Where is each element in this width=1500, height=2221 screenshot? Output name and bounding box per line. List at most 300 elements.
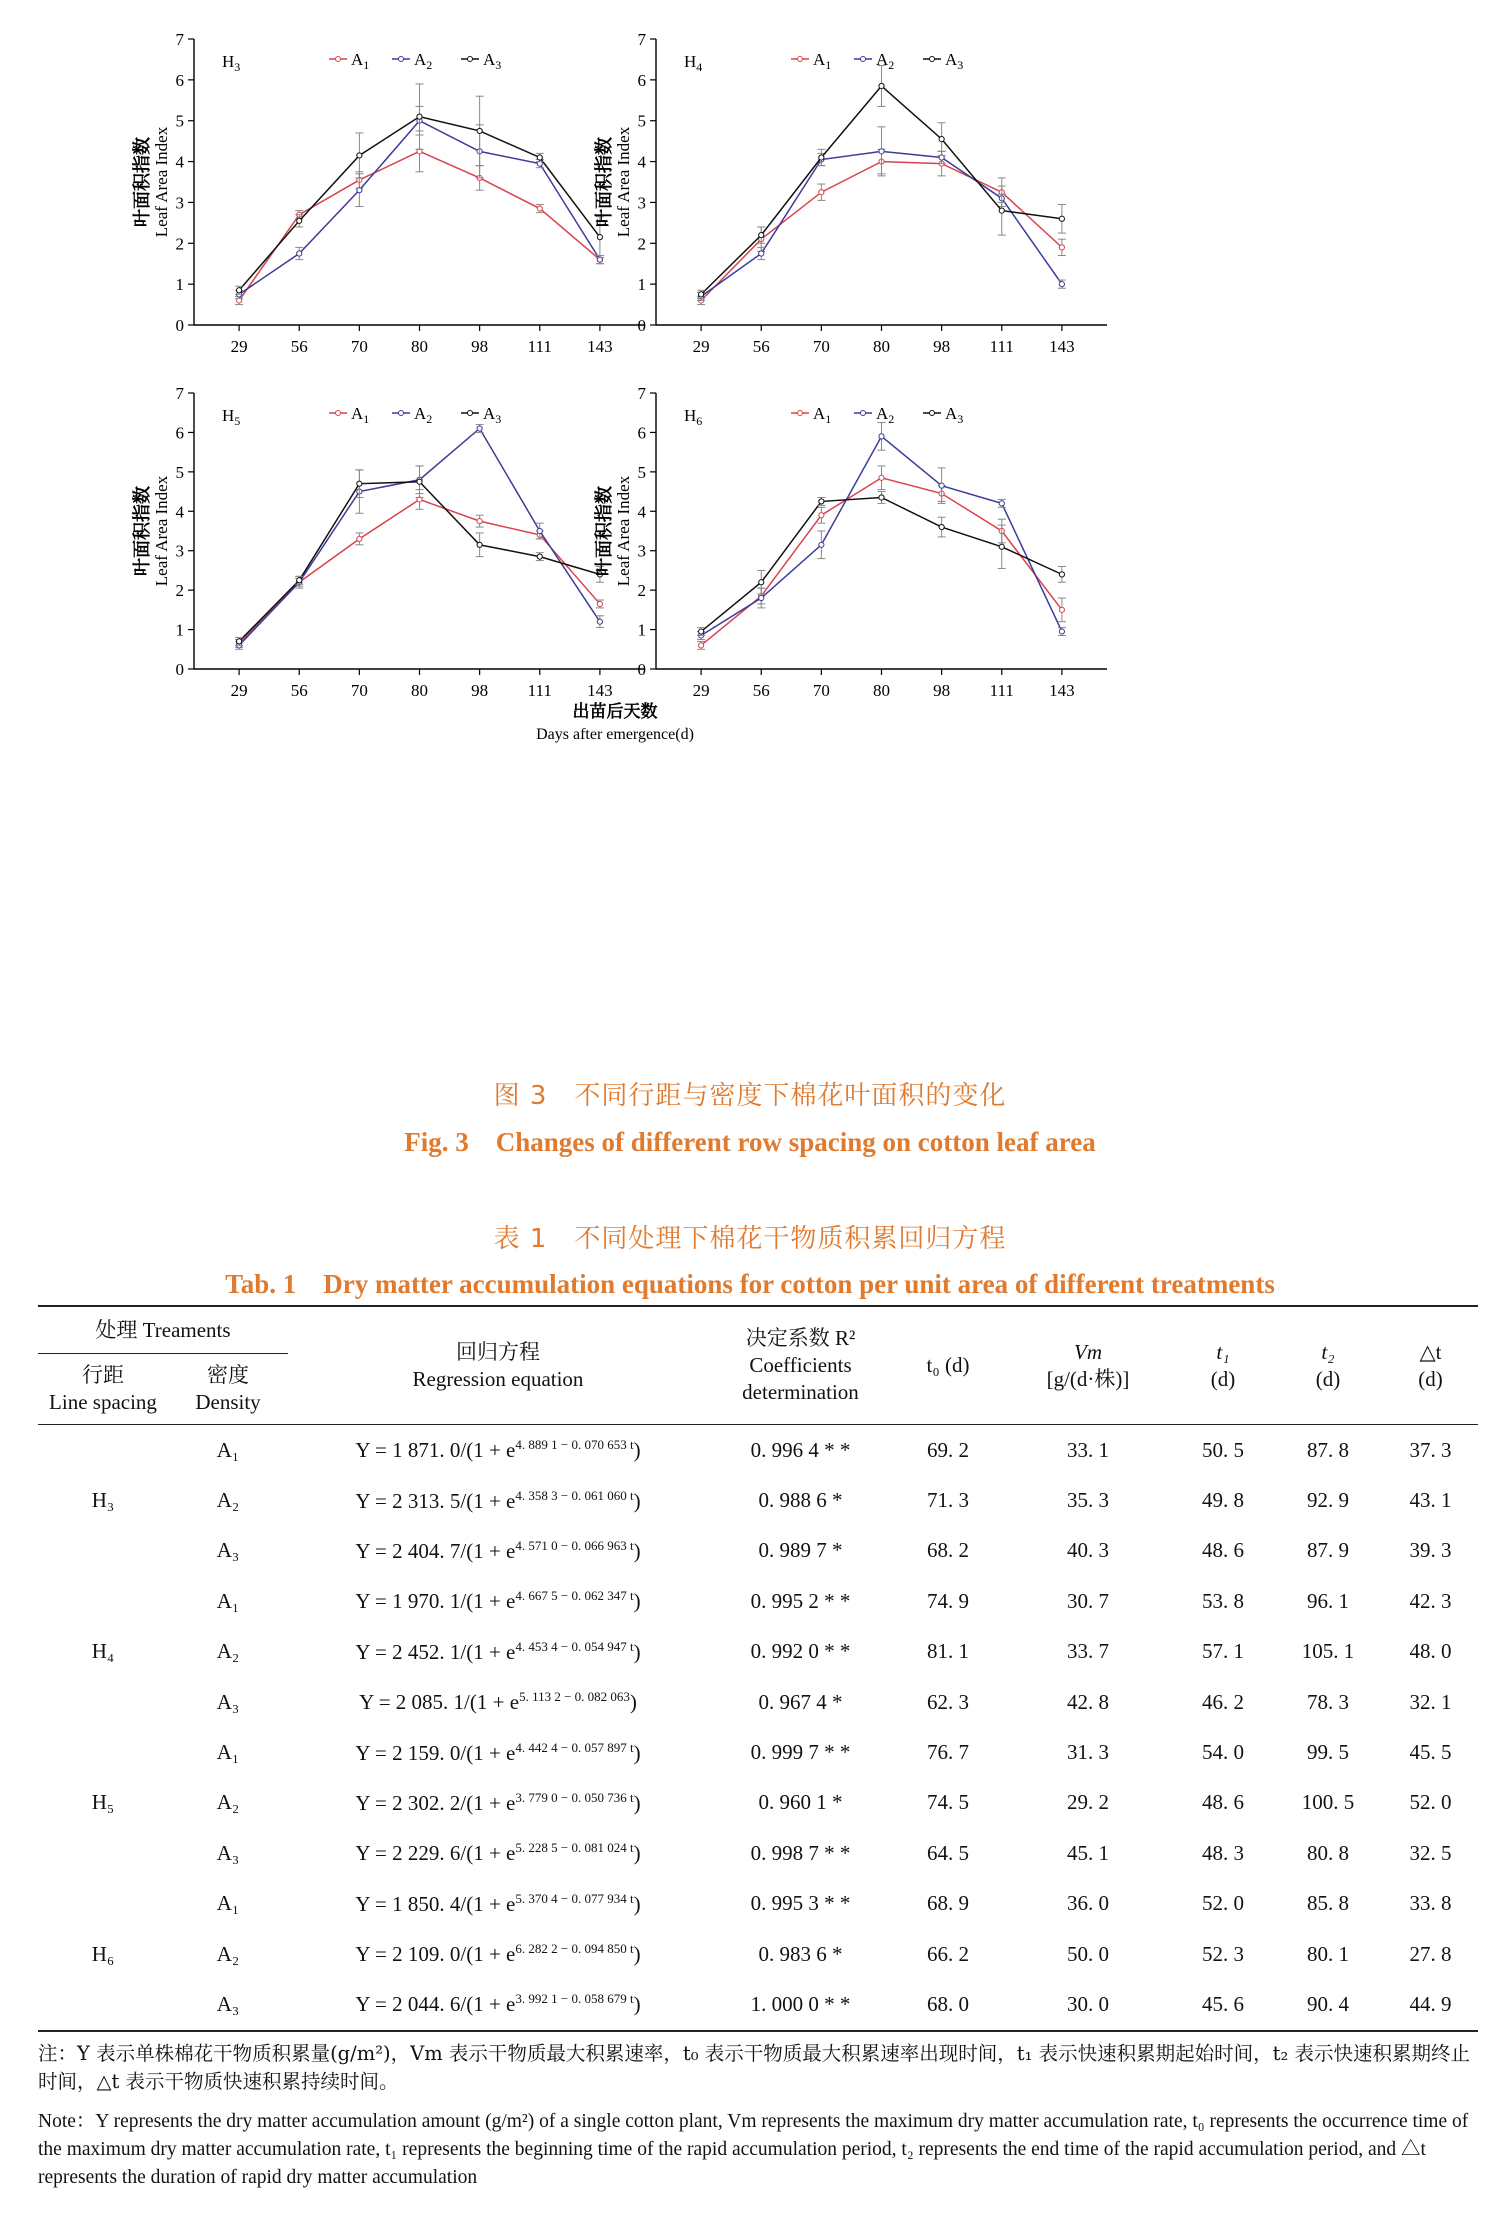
cell-r2: 0. 992 0 * * bbox=[750, 1639, 851, 1664]
data-point bbox=[357, 153, 362, 158]
legend-label: $A_1$ bbox=[813, 404, 832, 426]
series-line-a2 bbox=[239, 428, 600, 645]
legend-marker bbox=[861, 57, 866, 62]
panel-label: $H_3$ bbox=[222, 52, 241, 74]
panel-label-sub: 6 bbox=[696, 414, 703, 428]
header-r2-en2: determination bbox=[742, 1380, 859, 1404]
data-point bbox=[999, 501, 1004, 506]
legend-label-sub: 1 bbox=[825, 412, 832, 426]
cell-t1: 52. 3 bbox=[1202, 1941, 1244, 1966]
cell-line-spacing: H₃ bbox=[91, 1488, 115, 1513]
cell-dt: 27. 8 bbox=[1409, 1941, 1452, 1966]
series-line-a1 bbox=[239, 499, 600, 643]
y-tick-label: 6 bbox=[637, 423, 646, 443]
y-tick-label: 3 bbox=[175, 193, 184, 213]
panel-label: $H_6$ bbox=[684, 406, 703, 428]
cell-t2: 80. 8 bbox=[1307, 1840, 1349, 1865]
cell-equation bbox=[288, 1677, 708, 1727]
cell-t2: 78. 3 bbox=[1307, 1689, 1349, 1714]
data-point bbox=[537, 528, 542, 533]
data-point bbox=[1059, 629, 1064, 634]
header-density bbox=[168, 1354, 288, 1425]
chart-panel-h3 bbox=[131, 30, 645, 356]
cell-dt: 48. 0 bbox=[1409, 1639, 1452, 1664]
cell-density: A₂ bbox=[216, 1639, 240, 1664]
cell-density: A₁ bbox=[216, 1740, 240, 1765]
cell-line-spacing: H₆ bbox=[91, 1941, 115, 1966]
header-dt-label: △t bbox=[1419, 1339, 1442, 1364]
cell-dt: 42. 3 bbox=[1409, 1588, 1452, 1613]
header-line-spacing bbox=[38, 1354, 168, 1425]
cell-r2: 0. 988 6 * bbox=[758, 1488, 843, 1513]
data-point bbox=[597, 619, 602, 624]
y-tick-label: 7 bbox=[175, 384, 184, 403]
x-tick-label: 98 bbox=[933, 681, 951, 700]
cell-equation bbox=[288, 1576, 708, 1626]
data-point bbox=[759, 580, 764, 585]
data-point bbox=[237, 639, 242, 644]
table-row bbox=[38, 1828, 1478, 1878]
data-point bbox=[477, 128, 482, 133]
header-dt bbox=[1383, 1306, 1478, 1425]
equation-body: Y = 1 871. 0/(1 + e bbox=[355, 1438, 516, 1463]
table-note-cn: 注：Y 表示单株棉花干物质积累量(g/m²)，Vm 表示干物质最大积累速率，t₀ 表示干物质最大积累速率出现时间，t₁ 表示快速积累期起始时间，t₂ 表示快速积累期终止时间，△t 表示干物质快速积累持续时间。 bbox=[38, 2042, 1470, 2093]
data-point bbox=[1059, 572, 1064, 577]
x-tick-label: 143 bbox=[1049, 337, 1075, 356]
data-point bbox=[939, 483, 944, 488]
x-tick-label: 80 bbox=[411, 681, 428, 700]
equation-body: Y = 1 970. 1/(1 + e bbox=[355, 1589, 516, 1614]
cell-vm: 35. 3 bbox=[1067, 1488, 1109, 1513]
header-vm bbox=[1003, 1306, 1173, 1425]
y-tick-label: 1 bbox=[637, 620, 646, 640]
legend-label-sub: 3 bbox=[957, 58, 964, 72]
cell-vm: 33. 1 bbox=[1067, 1437, 1109, 1462]
equation-body: Y = 2 159. 0/(1 + e bbox=[355, 1740, 516, 1765]
header-vm-label: Vm bbox=[1074, 1339, 1102, 1364]
data-point bbox=[939, 137, 944, 142]
y-tick-label: 5 bbox=[637, 111, 646, 131]
cell-dt: 33. 8 bbox=[1409, 1891, 1452, 1916]
cell-t1: 45. 6 bbox=[1202, 1991, 1244, 2016]
panel-label-sub: 3 bbox=[234, 60, 241, 74]
table-row bbox=[38, 1727, 1478, 1777]
header-dens-cn: 密度 bbox=[207, 1363, 249, 1387]
chart-panel-h5 bbox=[131, 384, 645, 700]
x-tick-label: 29 bbox=[230, 337, 248, 356]
legend-label: $A_1$ bbox=[813, 50, 832, 72]
cell-t0: 74. 5 bbox=[927, 1790, 969, 1815]
data-point bbox=[477, 519, 482, 524]
data-point bbox=[357, 188, 362, 193]
legend-label-sub: 2 bbox=[426, 58, 433, 72]
equation-body: Y = 2 109. 0/(1 + e bbox=[355, 1942, 516, 1967]
legend-label-sub: 2 bbox=[888, 412, 895, 426]
y-tick-label: 2 bbox=[637, 581, 646, 601]
cell-line-spacing: H₅ bbox=[91, 1790, 115, 1815]
cell-t2: 92. 9 bbox=[1307, 1488, 1349, 1513]
data-point bbox=[417, 114, 422, 119]
equation-end: ) bbox=[633, 1438, 641, 1463]
x-tick-label: 29 bbox=[692, 681, 710, 700]
chart-panel-h4 bbox=[593, 30, 1107, 356]
y-tick-label: 1 bbox=[175, 620, 184, 640]
x-tick-label: 56 bbox=[752, 681, 770, 700]
cell-t2: 80. 1 bbox=[1307, 1941, 1349, 1966]
table-row bbox=[38, 1879, 1478, 1929]
table-row bbox=[38, 1526, 1478, 1576]
cell-r2: 0. 999 7 * * bbox=[750, 1740, 851, 1765]
data-point bbox=[477, 542, 482, 547]
y-tick-label: 3 bbox=[637, 193, 646, 213]
header-r2-en1: Coefficients bbox=[749, 1353, 852, 1377]
panel-label-sub: 5 bbox=[234, 414, 241, 428]
y-tick-label: 5 bbox=[175, 462, 184, 482]
cell-dt: 32. 5 bbox=[1409, 1840, 1452, 1865]
equation-end: ) bbox=[633, 1639, 641, 1664]
equation-exponent: 5. 228 5 − 0. 081 024 t bbox=[515, 1840, 634, 1856]
legend-marker bbox=[798, 57, 803, 62]
equation-end: ) bbox=[633, 1992, 641, 2017]
data-point bbox=[879, 149, 884, 154]
data-point bbox=[297, 251, 302, 256]
header-t1-unit: (d) bbox=[1210, 1366, 1236, 1391]
cell-dt: 43. 1 bbox=[1409, 1488, 1452, 1513]
y-tick-label: 7 bbox=[637, 30, 646, 49]
figure-caption-cn: 图 3 不同行距与密度下棉花叶面积的变化 bbox=[493, 1081, 1007, 1111]
data-point bbox=[537, 554, 542, 559]
legend-label: $A_3$ bbox=[483, 50, 502, 72]
cell-t0: 81. 1 bbox=[927, 1639, 969, 1664]
cell-dt: 37. 3 bbox=[1409, 1437, 1452, 1462]
cell-equation bbox=[288, 1425, 708, 1476]
data-point bbox=[939, 524, 944, 529]
equation-exponent: 5. 370 4 − 0. 077 934 t bbox=[515, 1890, 634, 1906]
cell-vm: 45. 1 bbox=[1067, 1840, 1109, 1865]
x-tick-label: 111 bbox=[527, 681, 552, 700]
data-point bbox=[477, 426, 482, 431]
table-row bbox=[38, 1576, 1478, 1626]
y-axis-title-en: Leaf Area Index bbox=[614, 475, 633, 587]
cell-vm: 29. 2 bbox=[1067, 1790, 1109, 1815]
y-axis-title-cn: 叶面积指数 bbox=[132, 486, 152, 576]
legend-label: $A_3$ bbox=[945, 50, 964, 72]
cell-equation bbox=[288, 1475, 708, 1525]
x-tick-label: 29 bbox=[230, 681, 248, 700]
x-axis-title-en: Days after emergence(d) bbox=[536, 726, 694, 743]
cell-equation bbox=[288, 1828, 708, 1878]
cell-dt: 44. 9 bbox=[1409, 1991, 1452, 2016]
legend-marker bbox=[930, 57, 935, 62]
header-line-en: Line spacing bbox=[49, 1390, 157, 1414]
cell-equation bbox=[288, 1778, 708, 1828]
data-point bbox=[357, 481, 362, 486]
cell-r2: 0. 960 1 * bbox=[758, 1790, 843, 1815]
data-point bbox=[819, 499, 824, 504]
legend-label: $A_3$ bbox=[483, 404, 502, 426]
cell-t0: 74. 9 bbox=[927, 1588, 969, 1613]
legend-marker bbox=[336, 57, 341, 62]
cell-density: A₁ bbox=[216, 1437, 240, 1462]
x-tick-label: 70 bbox=[350, 681, 368, 700]
cell-t0: 68. 2 bbox=[927, 1538, 969, 1563]
header-t2-label: t₂ bbox=[1321, 1339, 1335, 1364]
table-row bbox=[38, 1778, 1478, 1828]
y-tick-label: 5 bbox=[175, 111, 184, 131]
cell-r2: 0. 996 4 * * bbox=[750, 1437, 851, 1462]
x-tick-label: 111 bbox=[989, 337, 1014, 356]
y-tick-label: 3 bbox=[175, 541, 184, 561]
data-point bbox=[699, 292, 704, 297]
cell-t1: 48. 3 bbox=[1202, 1840, 1244, 1865]
y-tick-label: 4 bbox=[637, 152, 646, 172]
equation-body: Y = 2 229. 6/(1 + e bbox=[355, 1841, 516, 1866]
data-point bbox=[597, 601, 602, 606]
cell-t0: 76. 7 bbox=[927, 1740, 969, 1765]
x-tick-label: 70 bbox=[812, 337, 830, 356]
x-tick-label: 143 bbox=[587, 681, 613, 700]
cell-t1: 52. 0 bbox=[1202, 1891, 1244, 1916]
table-caption-en: Tab. 1 Dry matter accumulation equations for cotton per unit area of different treatments bbox=[225, 1269, 1275, 1299]
equation-end: ) bbox=[633, 1488, 641, 1513]
cell-vm: 36. 0 bbox=[1067, 1891, 1109, 1916]
header-t1-label: t₁ bbox=[1216, 1339, 1230, 1364]
y-tick-label: 2 bbox=[175, 234, 184, 254]
data-point bbox=[1059, 282, 1064, 287]
cell-vm: 42. 8 bbox=[1067, 1689, 1109, 1714]
table-caption-cn: 表 1 不同处理下棉花干物质积累回归方程 bbox=[493, 1224, 1007, 1254]
x-tick-label: 56 bbox=[290, 681, 308, 700]
x-tick-label: 29 bbox=[692, 337, 710, 356]
legend-marker bbox=[861, 411, 866, 416]
legend-label: $A_1$ bbox=[351, 50, 370, 72]
data-point bbox=[357, 536, 362, 541]
cell-t2: 87. 9 bbox=[1307, 1538, 1349, 1563]
equation-end: ) bbox=[633, 1538, 641, 1563]
equation-end: ) bbox=[629, 1690, 637, 1715]
cell-density: A₃ bbox=[216, 1840, 240, 1865]
data-point bbox=[1059, 607, 1064, 612]
cell-t1: 54. 0 bbox=[1202, 1740, 1244, 1765]
data-point bbox=[759, 595, 764, 600]
cell-line-spacing: H₄ bbox=[91, 1639, 115, 1664]
cell-t0: 68. 0 bbox=[927, 1991, 969, 2016]
data-point bbox=[297, 218, 302, 223]
cell-equation bbox=[288, 1979, 708, 2030]
y-tick-label: 1 bbox=[637, 275, 646, 295]
data-point bbox=[879, 475, 884, 480]
equation-exponent: 6. 282 2 − 0. 094 850 t bbox=[515, 1941, 634, 1957]
equation-end: ) bbox=[633, 1589, 641, 1614]
equation-end: ) bbox=[633, 1790, 641, 1815]
cell-t1: 46. 2 bbox=[1202, 1689, 1244, 1714]
y-tick-label: 0 bbox=[175, 660, 184, 679]
cell-t1: 53. 8 bbox=[1202, 1588, 1244, 1613]
series-line-a1 bbox=[701, 162, 1062, 301]
table-body bbox=[38, 1425, 1478, 2031]
cell-t1: 50. 5 bbox=[1202, 1437, 1244, 1462]
equation-body: Y = 2 302. 2/(1 + e bbox=[355, 1790, 516, 1815]
data-point bbox=[1059, 216, 1064, 221]
y-tick-label: 7 bbox=[637, 384, 646, 403]
x-tick-label: 70 bbox=[812, 681, 830, 700]
equation-exponent: 4. 442 4 − 0. 057 897 t bbox=[515, 1739, 634, 1755]
cell-t2: 85. 8 bbox=[1307, 1891, 1349, 1916]
leaf-area-figure bbox=[132, 25, 1380, 1080]
header-t2-unit: (d) bbox=[1315, 1366, 1341, 1391]
data-point bbox=[759, 233, 764, 238]
y-axis-title-cn: 叶面积指数 bbox=[594, 486, 614, 576]
y-tick-label: 3 bbox=[637, 541, 646, 561]
data-point bbox=[1059, 245, 1064, 250]
y-tick-label: 6 bbox=[637, 70, 646, 90]
data-point bbox=[699, 643, 704, 648]
cell-density: A₂ bbox=[216, 1790, 240, 1815]
legend-label-sub: 2 bbox=[426, 412, 433, 426]
cell-equation bbox=[288, 1879, 708, 1929]
panel-label-sub: 4 bbox=[696, 60, 703, 74]
y-tick-label: 4 bbox=[175, 152, 184, 172]
x-tick-label: 98 bbox=[933, 337, 951, 356]
cell-t0: 69. 2 bbox=[927, 1437, 969, 1462]
equation-exponent: 3. 992 1 − 0. 058 679 t bbox=[515, 1991, 634, 2007]
leaf-area-charts bbox=[132, 25, 1380, 1080]
equation-body: Y = 2 452. 1/(1 + e bbox=[355, 1639, 516, 1664]
header-treatments: 处理 Treaments bbox=[38, 1306, 288, 1354]
x-tick-label: 98 bbox=[471, 681, 489, 700]
equation-exponent: 4. 667 5 − 0. 062 347 t bbox=[515, 1588, 634, 1604]
data-point bbox=[597, 235, 602, 240]
x-tick-label: 80 bbox=[411, 337, 428, 356]
equation-end: ) bbox=[633, 1841, 641, 1866]
legend-marker bbox=[798, 411, 803, 416]
y-tick-label: 2 bbox=[637, 234, 646, 254]
data-point bbox=[417, 479, 422, 484]
cell-density: A₃ bbox=[216, 1538, 240, 1563]
panel-label: $H_5$ bbox=[222, 406, 241, 428]
x-tick-label: 56 bbox=[752, 337, 770, 356]
cell-t2: 96. 1 bbox=[1307, 1588, 1349, 1613]
header-t0: t₀ (d) bbox=[926, 1353, 970, 1377]
legend-label-sub: 1 bbox=[363, 58, 370, 72]
legend-label: $A_2$ bbox=[876, 50, 895, 72]
table-note-en: Note：Y represents the dry matter accumulation amount (g/m²) of a single cotton plant, Vm represents the maximum dry matter accumulation rate, t₀ represents the occurrence time of the maximum dry matter accumulation rate, t₁ represents the beginning time of the rapid accumulation period, t₂ represents the end time of the rapid accumulation period, and △t represents the duration of rapid dry matter accumulation bbox=[38, 2111, 1469, 2188]
cell-t1: 49. 8 bbox=[1202, 1488, 1244, 1513]
equation-body: Y = 2 085. 1/(1 + e bbox=[359, 1690, 520, 1715]
figure-caption-en: Fig. 3 Changes of different row spacing on cotton leaf area bbox=[404, 1127, 1096, 1157]
cell-r2: 0. 989 7 * bbox=[758, 1538, 843, 1563]
equation-exponent: 4. 453 4 − 0. 054 947 t bbox=[515, 1638, 634, 1654]
cell-t0: 66. 2 bbox=[927, 1941, 969, 1966]
cell-dt: 52. 0 bbox=[1409, 1790, 1452, 1815]
cell-density: A₂ bbox=[216, 1941, 240, 1966]
data-point bbox=[879, 83, 884, 88]
header-equation bbox=[288, 1306, 708, 1425]
cell-vm: 30. 0 bbox=[1067, 1991, 1109, 2016]
y-axis-title-en: Leaf Area Index bbox=[152, 126, 171, 238]
cell-t2: 90. 4 bbox=[1307, 1991, 1349, 2016]
cell-dt: 45. 5 bbox=[1409, 1740, 1452, 1765]
y-tick-label: 6 bbox=[175, 70, 184, 90]
equation-body: Y = 2 404. 7/(1 + e bbox=[355, 1538, 516, 1563]
regression-table-wrap bbox=[38, 1305, 1478, 2032]
equation-end: ) bbox=[633, 1942, 641, 1967]
x-tick-label: 111 bbox=[989, 681, 1014, 700]
table-row bbox=[38, 1425, 1478, 1476]
equation-exponent: 4. 571 0 − 0. 066 963 t bbox=[515, 1537, 634, 1553]
header-t2 bbox=[1273, 1306, 1383, 1425]
cell-vm: 30. 7 bbox=[1067, 1588, 1109, 1613]
y-axis-title-cn: 叶面积指数 bbox=[594, 137, 614, 227]
cell-t1: 57. 1 bbox=[1202, 1639, 1244, 1664]
cell-equation bbox=[288, 1727, 708, 1777]
data-point bbox=[297, 578, 302, 583]
cell-density: A₂ bbox=[216, 1488, 240, 1513]
cell-density: A₃ bbox=[216, 1689, 240, 1714]
panel-label: $H_4$ bbox=[684, 52, 703, 74]
y-tick-label: 0 bbox=[637, 660, 646, 679]
header-dt-unit: (d) bbox=[1418, 1366, 1443, 1391]
data-point bbox=[819, 190, 824, 195]
y-tick-label: 4 bbox=[175, 502, 184, 522]
y-tick-label: 6 bbox=[175, 423, 184, 443]
table-row bbox=[38, 1475, 1478, 1525]
cell-r2: 1. 000 0 * * bbox=[750, 1991, 851, 2016]
legend-label-sub: 3 bbox=[957, 412, 964, 426]
cell-t0: 68. 9 bbox=[927, 1891, 969, 1916]
legend-marker bbox=[468, 411, 473, 416]
legend-label-sub: 2 bbox=[888, 58, 895, 72]
legend-marker bbox=[399, 57, 404, 62]
chart-panel-h6 bbox=[593, 384, 1107, 700]
header-r2 bbox=[708, 1306, 893, 1425]
header-t1 bbox=[1173, 1306, 1273, 1425]
equation-exponent: 4. 358 3 − 0. 061 060 t bbox=[515, 1487, 634, 1503]
legend-label: $A_1$ bbox=[351, 404, 370, 426]
cell-equation bbox=[288, 1627, 708, 1677]
cell-r2: 0. 983 6 * bbox=[758, 1941, 843, 1966]
legend-label-sub: 3 bbox=[495, 58, 502, 72]
x-tick-label: 80 bbox=[873, 337, 890, 356]
data-point bbox=[879, 434, 884, 439]
cell-r2: 0. 967 4 * bbox=[758, 1689, 843, 1714]
cell-dt: 39. 3 bbox=[1409, 1538, 1452, 1563]
legend-label-sub: 3 bbox=[495, 412, 502, 426]
cell-dt: 32. 1 bbox=[1409, 1689, 1452, 1714]
legend-label-sub: 1 bbox=[363, 412, 370, 426]
x-tick-label: 80 bbox=[873, 681, 890, 700]
equation-exponent: 3. 779 0 − 0. 050 736 t bbox=[515, 1789, 634, 1805]
legend-label-sub: 1 bbox=[825, 58, 832, 72]
y-tick-label: 7 bbox=[175, 30, 184, 49]
cell-vm: 33. 7 bbox=[1067, 1639, 1109, 1664]
y-tick-label: 0 bbox=[175, 316, 184, 335]
cell-t0: 62. 3 bbox=[927, 1689, 969, 1714]
legend-label: $A_2$ bbox=[414, 50, 433, 72]
header-vm-unit: [g/(d·株)] bbox=[1046, 1366, 1130, 1391]
equation-body: Y = 1 850. 4/(1 + e bbox=[355, 1891, 516, 1916]
cell-t2: 100. 5 bbox=[1301, 1790, 1355, 1815]
cell-t1: 48. 6 bbox=[1202, 1790, 1244, 1815]
y-tick-label: 2 bbox=[175, 581, 184, 601]
data-point bbox=[537, 206, 542, 211]
table-row bbox=[38, 1929, 1478, 1979]
data-point bbox=[999, 208, 1004, 213]
legend-label: $A_2$ bbox=[414, 404, 433, 426]
cell-t2: 105. 1 bbox=[1301, 1639, 1355, 1664]
x-tick-label: 56 bbox=[290, 337, 308, 356]
header-r2-cn: 决定系数 R² bbox=[745, 1326, 856, 1350]
